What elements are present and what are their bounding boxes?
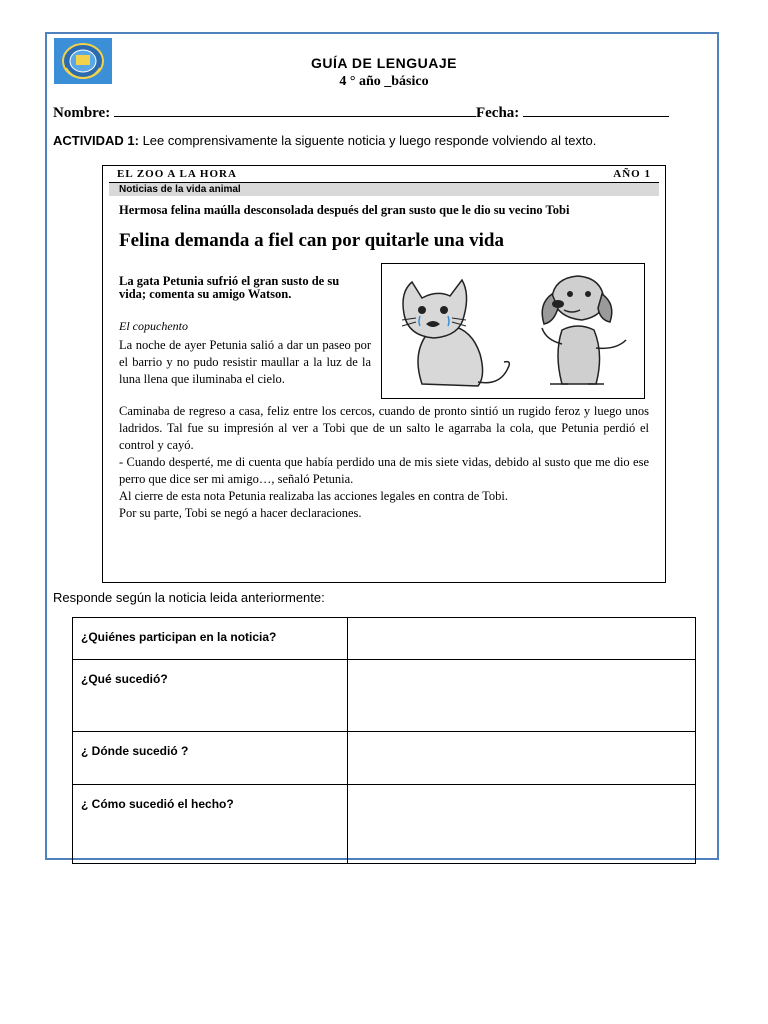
question-cell: ¿Qué sucedió? bbox=[73, 660, 348, 732]
masthead-issue: AÑO 1 bbox=[613, 168, 651, 180]
news-body-full bbox=[119, 403, 649, 522]
questions-table bbox=[72, 617, 696, 864]
table-row bbox=[73, 732, 696, 785]
news-paragraph: - Cuando desperté, me di cuenta que había perdido una de mis siete vidas, debido al susto que me dio ese perro que dice ser mi amigo…, señaló Petunia. bbox=[119, 455, 649, 486]
name-date-row bbox=[53, 103, 669, 122]
answer-cell[interactable] bbox=[348, 618, 696, 660]
name-field[interactable] bbox=[114, 103, 476, 117]
news-masthead bbox=[117, 168, 651, 182]
page-subtitle: 4 ° año _básico bbox=[339, 74, 429, 89]
name-label: Nombre: bbox=[53, 105, 111, 121]
news-section-band: Noticias de la vida animal bbox=[109, 182, 659, 196]
date-field[interactable] bbox=[523, 103, 669, 117]
cat-dog-illustration bbox=[381, 263, 645, 399]
activity-text: Lee comprensivamente la siguente noticia y luego responde volviendo al texto. bbox=[138, 133, 597, 148]
activity-label: ACTIVIDAD 1: bbox=[53, 133, 139, 148]
question-cell: ¿ Dónde sucedió ? bbox=[73, 732, 348, 785]
news-body-column: La noche de ayer Petunia salió a dar un paseo por el barrio y no pudo resistir maullar a la luz de la luna llena que iluminaba el cielo. bbox=[119, 338, 371, 386]
question-cell: ¿Quiénes participan en la noticia? bbox=[73, 618, 348, 660]
news-article bbox=[102, 165, 666, 583]
question-cell: ¿ Cómo sucedió el hecho? bbox=[73, 785, 348, 864]
respond-instruction: Responde según la noticia leida anteriormente: bbox=[53, 590, 325, 605]
news-lead: La gata Petunia sufrió el gran susto de su vida; comenta su amigo Watson. bbox=[119, 274, 340, 301]
table-row bbox=[73, 660, 696, 732]
news-headline: Felina demanda a fiel can por quitarle una vida bbox=[119, 230, 504, 251]
news-kicker: Hermosa felina maúlla desconsolada después del gran susto que le dio su vecino Tobi bbox=[119, 203, 570, 217]
page-title: GUÍA DE LENGUAJE bbox=[311, 55, 457, 71]
masthead-title: EL ZOO A LA HORA bbox=[117, 168, 237, 180]
date-label: Fecha: bbox=[475, 105, 520, 121]
news-paragraph: Al cierre de esta nota Petunia realizaba las acciones legales en contra de Tobi. bbox=[119, 489, 508, 503]
activity-instruction bbox=[53, 133, 596, 148]
news-author: El copuchento bbox=[119, 319, 188, 333]
answer-cell[interactable] bbox=[348, 660, 696, 732]
news-paragraph: Caminaba de regreso a casa, feliz entre los cercos, cuando de pronto sintió un rugido feroz y luego unos ladridos. Tal fue su impresión al ver a Tobi que de un salto le agarraba la cola, que Petunia perdió el control y cayó. bbox=[119, 404, 649, 452]
news-paragraph: Por su parte, Tobi se negó a hacer declaraciones. bbox=[119, 506, 362, 520]
table-row bbox=[73, 785, 696, 864]
answer-cell[interactable] bbox=[348, 785, 696, 864]
table-row bbox=[73, 618, 696, 660]
answer-cell[interactable] bbox=[348, 732, 696, 785]
